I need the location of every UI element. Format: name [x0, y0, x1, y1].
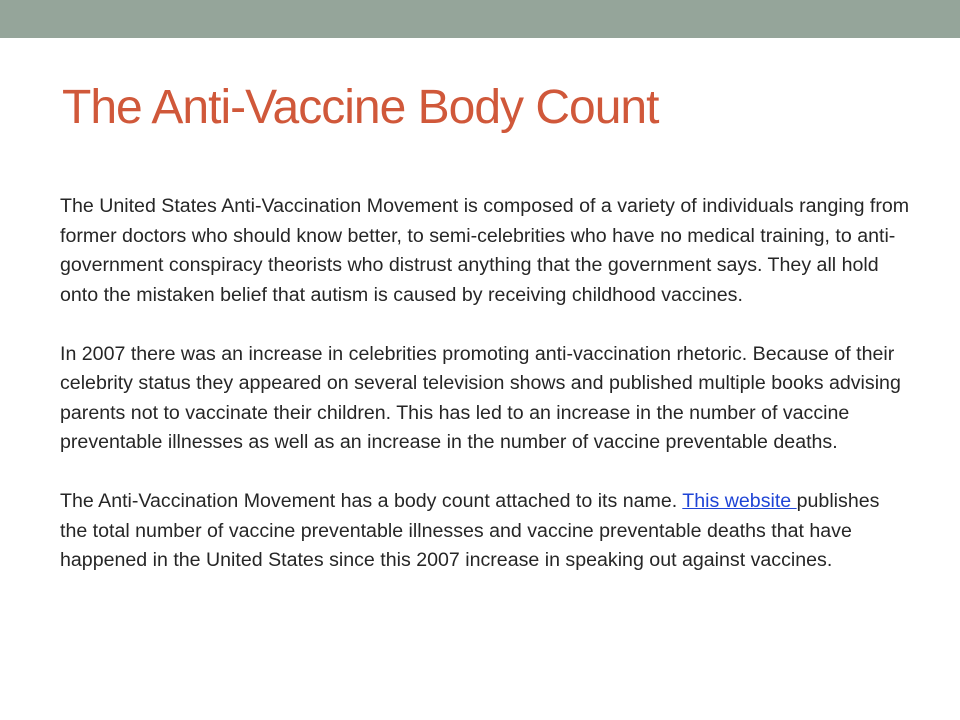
paragraph-3-lead-text: The Anti-Vaccination Movement has a body count attached to its name. — [60, 490, 683, 512]
paragraph-3-trailing-text: publishes the total number of vaccine preventable illnesses and vaccine preventable deaths that have happened in the United States since this 2007 increase in speaking out against vaccines. — [60, 490, 880, 571]
slide-body — [60, 192, 910, 576]
body-paragraph-3 — [60, 487, 910, 576]
slide-title: The Anti-Vaccine Body Count — [62, 81, 659, 134]
this-website-link[interactable]: This website — [682, 490, 797, 512]
body-paragraph-1: The United States Anti-Vaccination Movement is composed of a variety of individuals ranging from former doctors who should know better, to semi-celebrities who have no medical training, to anti-government conspiracy theorists who distrust anything that the government says. They all hold onto the mistaken belief that autism is caused by receiving childhood vaccines. — [60, 195, 910, 306]
slide-top-bar — [0, 0, 960, 38]
body-paragraph-2: In 2007 there was an increase in celebrities promoting anti-vaccination rhetoric. Because of their celebrity status they appeared on several television shows and published multiple books advising parents not to vaccinate their children. This has led to an increase in the number of vaccine preventable illnesses as well as an increase in the number of vaccine preventable deaths. — [60, 342, 901, 453]
